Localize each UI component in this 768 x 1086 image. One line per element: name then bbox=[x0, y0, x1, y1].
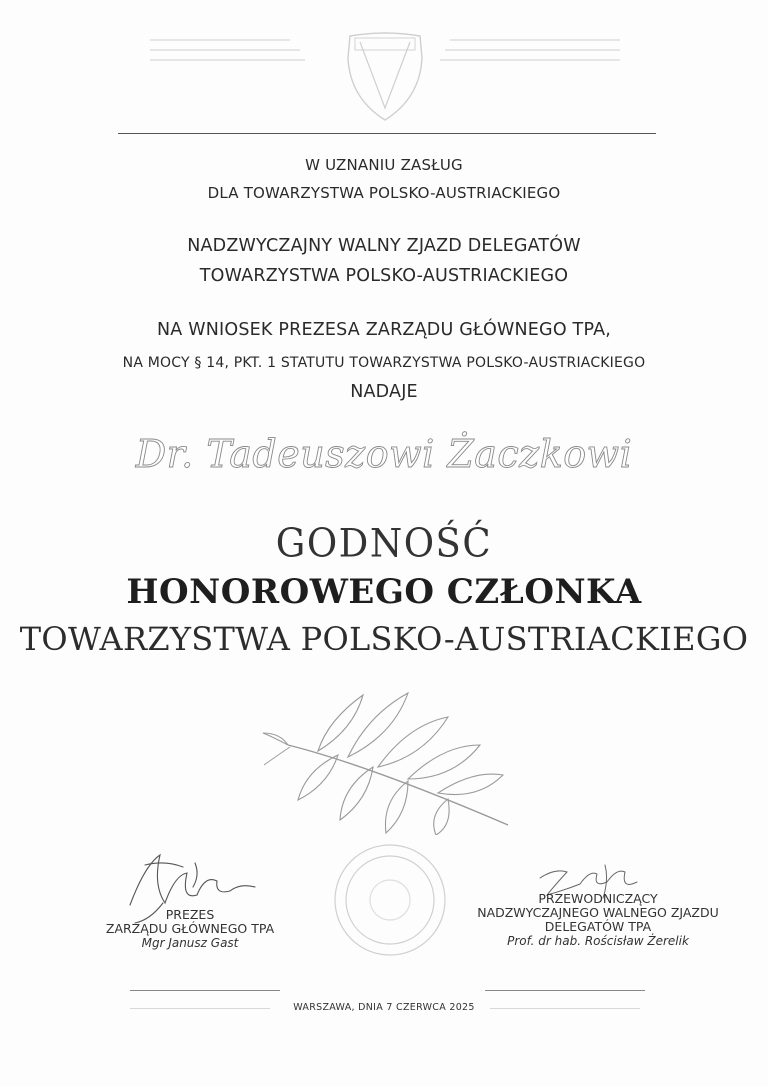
signature-block-right bbox=[448, 892, 748, 948]
issue-date: WARSZAWA, DNIA 7 CZERWCA 2025 bbox=[293, 1002, 475, 1013]
right-role-3: DELEGATÓW TPA bbox=[544, 919, 652, 934]
header-line-2: DLA TOWARZYSTWA POLSKO-AUSTRIACKIEGO bbox=[207, 184, 561, 202]
title-line-1: GODNOŚĆ bbox=[275, 520, 493, 567]
issuer-line-2: TOWARZYSTWA POLSKO-AUSTRIACKIEGO bbox=[199, 266, 569, 286]
left-role-2: ZARZĄDU GŁÓWNEGO TPA bbox=[105, 921, 275, 936]
right-role-2: NADZWYCZAJNEGO WALNEGO ZJAZDU bbox=[477, 905, 719, 920]
basis-line-1: NA WNIOSEK PREZESA ZARZĄDU GŁÓWNEGO TPA, bbox=[156, 320, 612, 340]
tpa-emblem-watermark bbox=[150, 28, 620, 128]
right-role-1: PRZEWODNICZĄCY bbox=[538, 891, 658, 906]
left-role-1: PREZES bbox=[165, 907, 215, 922]
left-signatory-name: Mgr Janusz Gast bbox=[141, 936, 239, 950]
top-divider bbox=[118, 133, 656, 134]
title-line-2: HONOROWEGO CZŁONKA bbox=[126, 572, 642, 612]
right-signatory-name: Prof. dr hab. Rościsław Żerelik bbox=[507, 934, 689, 948]
basis-line-2: NA MOCY § 14, PKT. 1 STATUTU TOWARZYSTWA POLSKO-AUSTRIACKIEGO bbox=[122, 355, 646, 371]
header-line-1: W UZNANIU ZASŁUG bbox=[305, 156, 463, 174]
basis-line-3: NADAJE bbox=[350, 382, 418, 402]
seal-stamp-icon bbox=[330, 835, 450, 965]
recipient-name: Dr. Tadeuszowi Żaczkowi bbox=[135, 432, 633, 476]
laurel-branch-icon bbox=[258, 675, 518, 835]
bottom-rule-right bbox=[485, 990, 645, 991]
issuer-line-1: NADZWYCZAJNY WALNY ZJAZD DELEGATÓW bbox=[187, 236, 581, 256]
bottom-rule-left bbox=[130, 990, 280, 991]
signature-block-left bbox=[90, 908, 290, 950]
title-line-3: TOWARZYSTWA POLSKO-AUSTRIACKIEGO bbox=[19, 620, 749, 658]
